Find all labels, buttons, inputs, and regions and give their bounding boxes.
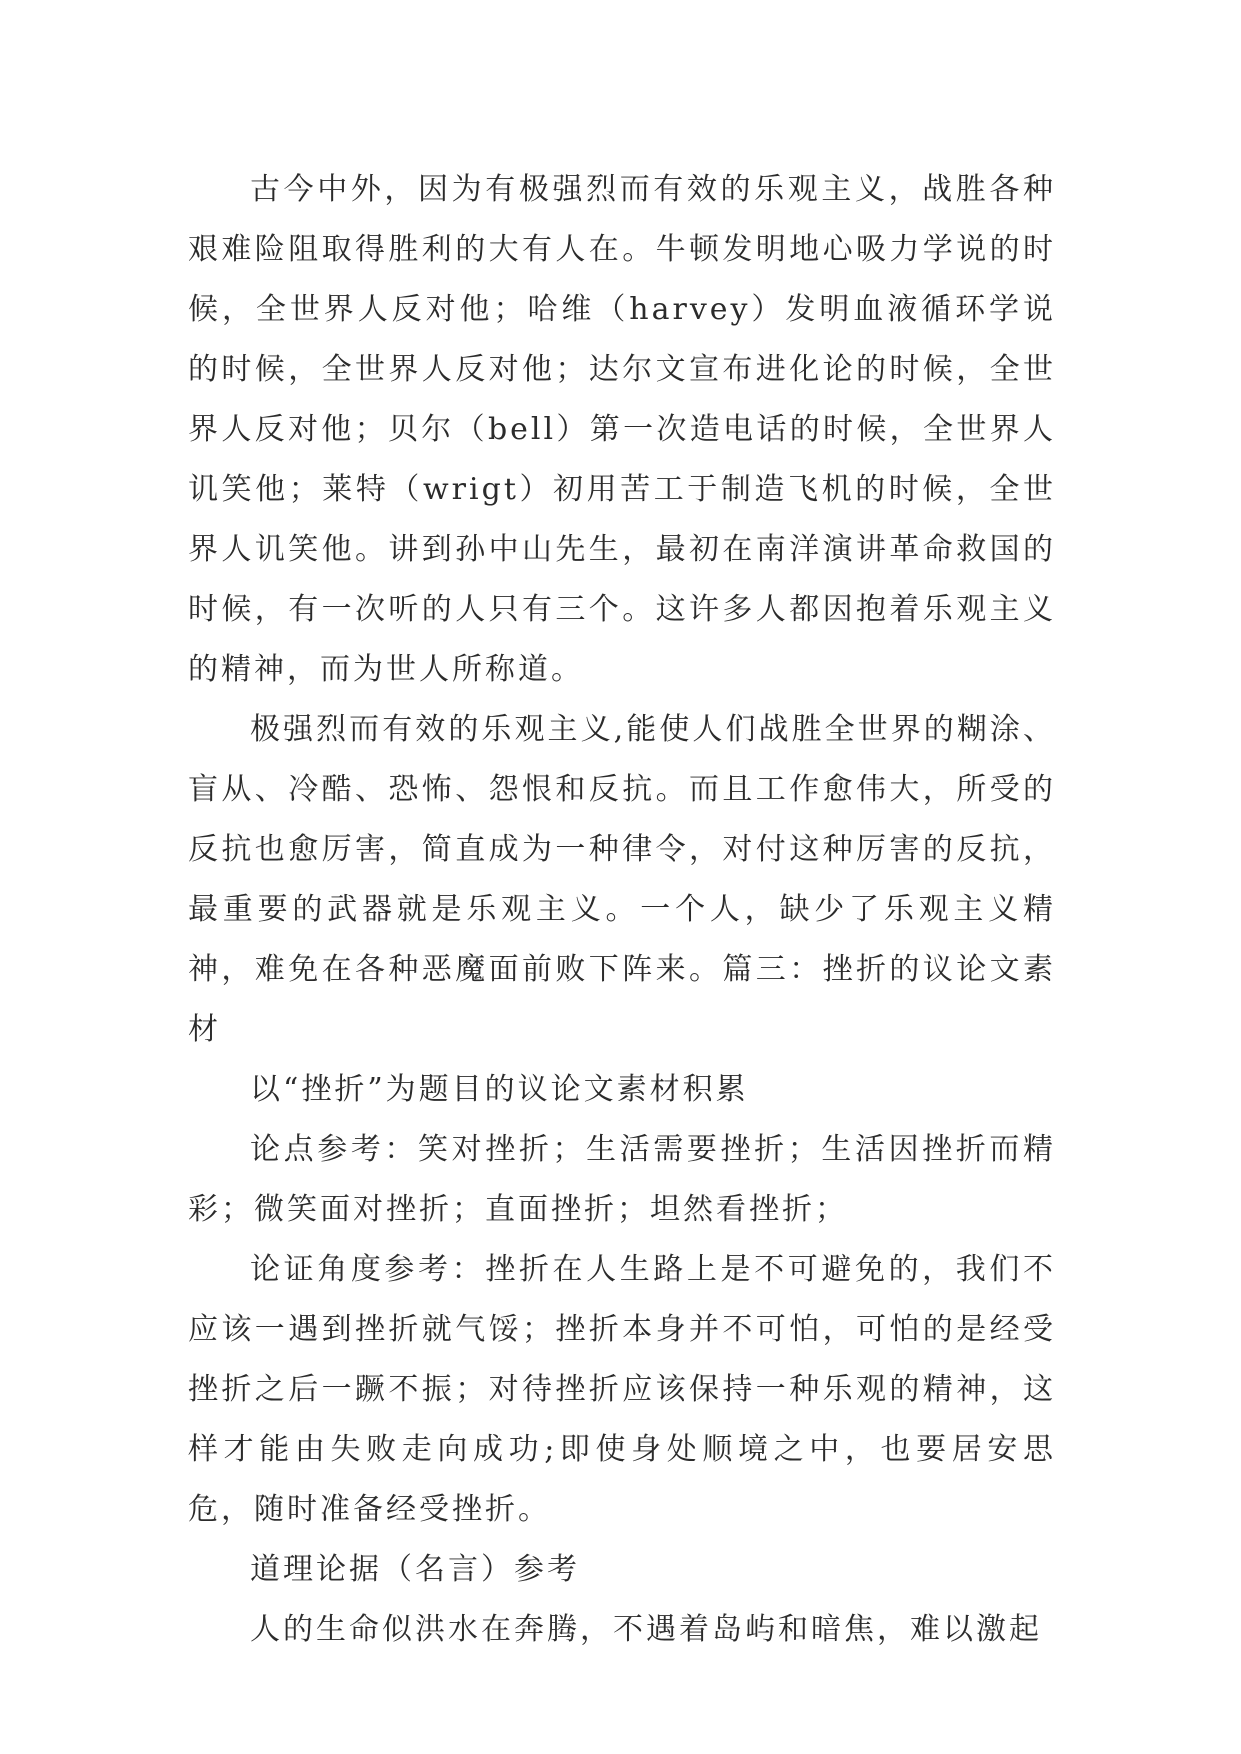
paragraph-argument-angles: 论证角度参考：挫折在人生路上是不可避免的，我们不应该一遇到挫折就气馁；挫折本身并不可怕，可怕的是经受挫折之后一蹶不振；对待挫折应该保持一种乐观的精神，这样才能由失败走向成功;即使身处顺境之中，也要居安思危，随时准备经受挫折。 bbox=[188, 1252, 1056, 1527]
section-heading-frustration: 以“挫折”为题目的议论文素材积累 bbox=[250, 1072, 749, 1107]
document-page bbox=[188, 160, 1056, 1660]
paragraph-thesis-reference: 论点参考：笑对挫折；生活需要挫折；生活因挫折而精彩；微笑面对挫折；直面挫折；坦然看挫折； bbox=[188, 1132, 1056, 1227]
paragraph-optimism-power: 极强烈而有效的乐观主义,能使人们战胜全世界的糊涂、盲从、冷酷、恐怖、怨恨和反抗。而且工作愈伟大，所受的反抗也愈厉害，简直成为一种律令，对付这种厉害的反抗，最重要的武器就是乐观主义。一个人，缺少了乐观主义精神，难免在各种恶魔面前败下阵来。篇三：挫折的议论文素材 bbox=[188, 712, 1056, 1047]
section-heading-quotes: 道理论据（名言）参考 bbox=[250, 1552, 580, 1587]
paragraph-optimism-examples: 古今中外，因为有极强烈而有效的乐观主义，战胜各种艰难险阻取得胜利的大有人在。牛顿发明地心吸力学说的时候，全世界人反对他；哈维（harvey）发明血液循环学说的时候，全世界人反对他；达尔文宣布进化论的时候，全世界人反对他；贝尔（bell）第一次造电话的时候，全世界人讥笑他；莱特（wrigt）初用苦工于制造飞机的时候，全世界人讥笑他。讲到孙中山先生，最初在南洋演讲革命救国的时候，有一次听的人只有三个。这许多人都因抱着乐观主义的精神，而为世人所称道。 bbox=[188, 172, 1056, 687]
paragraph-quote-life: 人的生命似洪水在奔腾，不遇着岛屿和暗焦，难以激起 bbox=[250, 1612, 1042, 1647]
